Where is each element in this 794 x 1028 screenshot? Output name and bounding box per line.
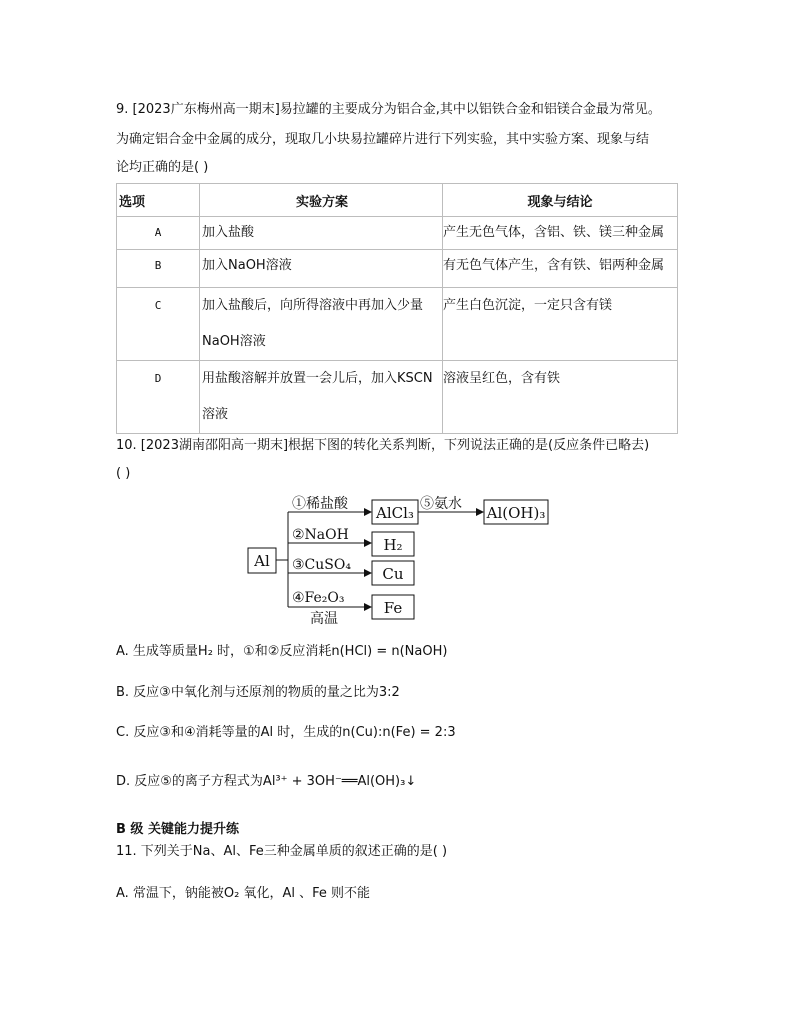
q10-line-1: 10. [2023湖南邵阳高一期末]根据下图的转化关系判断，下列说法正确的是(反应条件已略去) bbox=[116, 438, 650, 453]
q10-option-a: A. 生成等质量H₂ 时，①和②反应消耗n(HCl) = n(NaOH) bbox=[116, 644, 448, 659]
alcl3-label: AlCl₃ bbox=[376, 504, 414, 522]
q11-option-a: A. 常温下，钠能被O₂ 氧化，Al 、Fe 则不能 bbox=[116, 886, 371, 901]
experiment-table bbox=[116, 183, 678, 434]
row-b-option: B bbox=[154, 259, 162, 272]
q10-option-b: B. 反应③中氧化剂与还原剂的物质的量之比为3:2 bbox=[116, 685, 400, 700]
row-c-result: 产生白色沉淀，一定只含有镁 bbox=[443, 298, 613, 313]
q10-option-d: D. 反应⑤的离子方程式为Al³⁺ + 3OH⁻══Al(OH)₃↓ bbox=[116, 774, 417, 789]
q11-line-1: 11. 下列关于Na、Al、Fe三种金属单质的叙述正确的是( ) bbox=[116, 844, 448, 859]
table-row bbox=[117, 288, 678, 361]
row-c-option: C bbox=[154, 299, 162, 312]
q9-line-2: 为确定铝合金中金属的成分，现取几小块易拉罐碎片进行下列实验，其中实验方案、现象与结 bbox=[116, 132, 650, 147]
table-row bbox=[117, 217, 678, 250]
q10-line-2: ( ) bbox=[116, 466, 131, 481]
fe-label: Fe bbox=[383, 599, 403, 617]
q10-option-c: C. 反应③和④消耗等量的Al 时，生成的n(Cu):n(Fe) = 2:3 bbox=[116, 725, 456, 740]
row-a-plan: 加入盐酸 bbox=[202, 225, 255, 240]
h2-label: H₂ bbox=[383, 536, 403, 554]
cu-label: Cu bbox=[382, 565, 404, 583]
branch-1-label: ①稀盐酸 bbox=[292, 496, 348, 512]
row-d-option: D bbox=[154, 372, 162, 385]
row-b-result: 有无色气体产生，含有铁、铝两种金属 bbox=[443, 258, 665, 273]
table-row bbox=[117, 361, 678, 434]
row-d-plan-line2: 溶液 bbox=[202, 407, 229, 422]
al-label: Al bbox=[254, 552, 270, 570]
branch-4-label: ④Fe₂O₃ bbox=[292, 590, 345, 606]
row-b-plan: 加入NaOH溶液 bbox=[202, 258, 292, 273]
row-c-plan-line1: 加入盐酸后，向所得溶液中再加入少量 bbox=[202, 298, 424, 313]
header-option: 选项 bbox=[117, 184, 200, 217]
conversion-diagram bbox=[240, 490, 560, 629]
aloh3-label: Al(OH)₃ bbox=[486, 504, 546, 522]
q9-line-1: 9. [2023广东梅州高一期末]易拉罐的主要成分为铝合金,其中以铝铁合金和铝镁合金最为常见。 bbox=[116, 102, 661, 117]
row-a-option: A bbox=[154, 226, 162, 239]
table-header-row bbox=[117, 184, 678, 217]
branch-3-label: ③CuSO₄ bbox=[292, 557, 351, 573]
q9-line-3: 论均正确的是( ) bbox=[116, 160, 209, 175]
branch-5-label: ⑤氨水 bbox=[420, 496, 462, 512]
row-d-result: 溶液呈红色，含有铁 bbox=[443, 371, 561, 386]
row-d-plan-line1: 用盐酸溶解并放置一会儿后，加入KSCN bbox=[202, 371, 433, 386]
table-row bbox=[117, 250, 678, 288]
header-result: 现象与结论 bbox=[443, 184, 678, 217]
row-a-result: 产生无色气体，含铝、铁、镁三种金属 bbox=[443, 225, 665, 240]
branch-2-label: ②NaOH bbox=[292, 527, 349, 543]
section-b-heading: B 级 关键能力提升练 bbox=[116, 822, 239, 837]
row-c-plan-line2: NaOH溶液 bbox=[202, 334, 266, 349]
branch-4-condition: 高温 bbox=[310, 611, 338, 625]
header-plan: 实验方案 bbox=[200, 184, 443, 217]
